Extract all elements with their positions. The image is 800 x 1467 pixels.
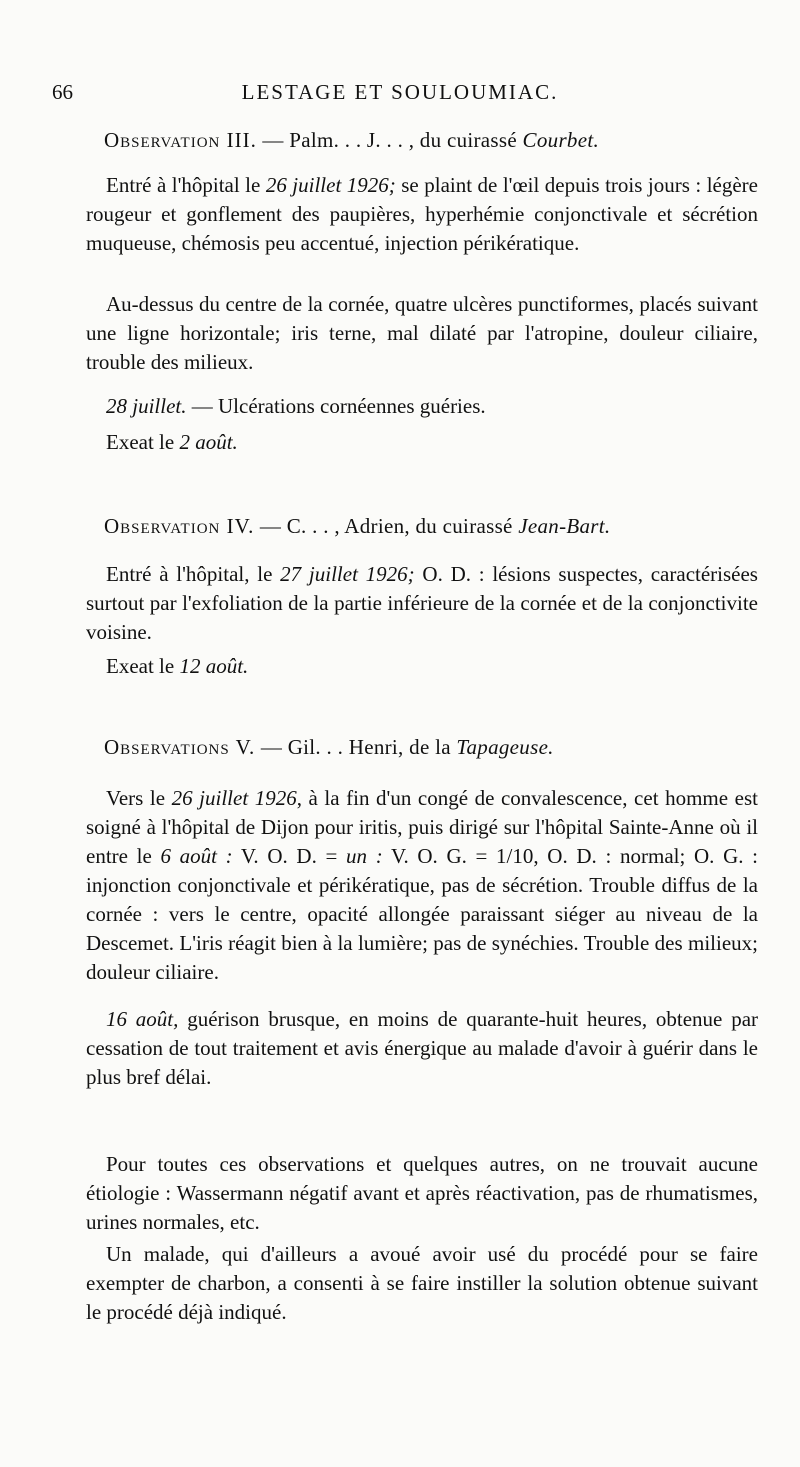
conclusion-paragraph-2: Un malade, qui d'ailleurs a avoué avoir usé du procédé pour se faire exempter de charbon, a consenti à se faire instiller la solution obtenue suivant le procédé déjà indiqué.: [86, 1242, 758, 1324]
conclusion-paragraph-1: Pour toutes ces observations et quelques autres, on ne trouvait aucune étiologie : Wassermann négatif avant et après réactivation, pas de rhumatismes, urines normales, etc.: [86, 1152, 758, 1234]
observation-4-title: Observation IV. — C. . . , Adrien, du cuirassé Jean-Bart.: [104, 514, 611, 538]
observation-3-paragraph-2: Au-dessus du centre de la cornée, quatre ulcères punctiformes, placés suivant une ligne horizontale; iris terne, mal dilaté par l'atropine, douleur ciliaire, trouble des milieux.: [86, 292, 758, 374]
page-header: [52, 80, 748, 110]
observation-3-paragraph-3: 28 juillet. — Ulcérations cornéennes guéries.: [106, 394, 486, 418]
running-title: LESTAGE ET SOULOUMIAC.: [241, 80, 559, 104]
observation-5-title: Observations V. — Gil. . . Henri, de la Tapageuse.: [104, 735, 554, 759]
observation-4-paragraph-1: Entré à l'hôpital, le 27 juillet 1926; O. D. : lésions suspectes, caractérisées surtout par l'exfoliation de la partie inférieure de la cornée et de la conjonctivite voisine.: [86, 562, 758, 644]
observation-3-exeat: Exeat le 2 août.: [106, 430, 238, 454]
observation-3-paragraph-1: Entré à l'hôpital le 26 juillet 1926; se plaint de l'œil depuis trois jours : légère rougeur et gonflement des paupières, hyperhémie conjonctivale et sécrétion muqueuse, chémosis peu accentué, injection périkératique.: [86, 173, 758, 255]
observation-4-exeat: Exeat le 12 août.: [106, 654, 249, 678]
observation-5-paragraph-2: 16 août, guérison brusque, en moins de quarante-huit heures, obtenue par cessation de tout traitement et avis énergique au malade d'avoir à guérir dans le plus bref délai.: [86, 1007, 759, 1089]
page-number: 66: [52, 80, 73, 104]
observation-3-title: Observation III. — Palm. . . J. . . , du cuirassé Courbet.: [104, 128, 600, 152]
observation-5-paragraph-1: Vers le 26 juillet 1926, à la fin d'un congé de convalescence, cet homme est soigné à l'hôpital de Dijon pour iritis, puis dirigé sur l'hôpital Sainte-Anne où il entre le 6 août : V. O. D. = un : V. O. G. = 1/10, O. D. : normal; O. G. : injonction conjonctivale et périkératique, pas de sécrétion. Trouble diffus de la cornée : vers le centre, opacité allongée paraissant siéger au niveau de la Descemet. L'iris réagit bien à la lumière; pas de synéchies. Trouble des milieux; douleur ciliaire.: [86, 786, 758, 984]
